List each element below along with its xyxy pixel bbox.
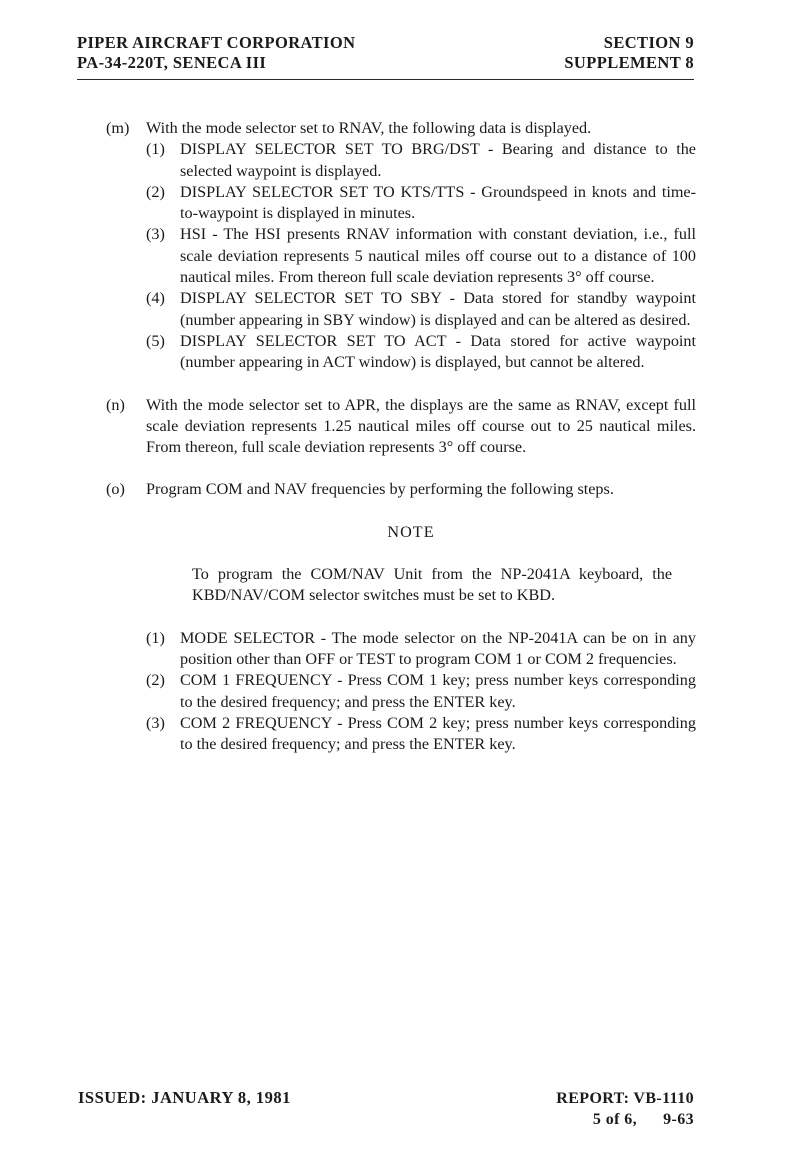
paragraph-text: Program COM and NAV frequencies by performing the following steps. [146, 480, 614, 499]
item-text: MODE SELECTOR - The mode selector on the NP-2041A can be on in any position other than OFF or TEST to program COM 1 or COM 2 frequencies. [180, 628, 696, 668]
list-item [106, 713, 696, 756]
page-reference: 9-63 [663, 1111, 694, 1128]
aircraft-model: PA-34-220T, SENECA III [77, 53, 267, 72]
header-divider [77, 79, 694, 80]
list-item [106, 670, 696, 713]
paragraph-o [106, 479, 696, 500]
list-item [106, 182, 696, 225]
list-item [106, 288, 696, 331]
item-text: HSI - The HSI presents RNAV information with constant deviation, i.e., full scale deviation represents 5 nautical miles off course out to a distance of 100 nautical miles. From thereon full scale deviation represents 3° off course. [180, 225, 696, 287]
item-text: COM 2 FREQUENCY - Press COM 2 key; press number keys corresponding to the desired frequency; and press the ENTER key. [180, 713, 696, 754]
page-number [556, 1109, 694, 1130]
paragraph-label: (o) [106, 480, 125, 499]
note-text: To program the COM/NAV Unit from the NP-2041A keyboard, the KBD/NAV/COM selector switches must be set to KBD. [192, 565, 672, 605]
section-label: SECTION 9 [603, 33, 694, 52]
paragraph-label: (m) [106, 119, 130, 137]
page-footer-right [556, 1088, 694, 1130]
list-item [106, 139, 696, 182]
item-number: (3) [146, 225, 165, 244]
list-item [106, 628, 696, 671]
item-text: DISPLAY SELECTOR SET TO BRG/DST - Bearing and distance to the selected waypoint is displayed. [180, 140, 696, 180]
paragraph-text: With the mode selector set to RNAV, the following data is displayed. [146, 119, 592, 137]
page-header-left [77, 33, 355, 73]
issued-date: ISSUED: JANUARY 8, 1981 [78, 1088, 291, 1107]
paragraph-m [106, 118, 696, 139]
item-number: (1) [146, 140, 165, 159]
page-count: 5 of 6, [592, 1111, 638, 1128]
item-number: (5) [146, 331, 165, 350]
page-header-right [564, 33, 694, 73]
item-number: (2) [146, 671, 165, 690]
company-name: PIPER AIRCRAFT CORPORATION [77, 33, 356, 52]
paragraph-n [106, 395, 696, 459]
paragraph-text: With the mode selector set to APR, the displays are the same as RNAV, except full scale deviation represents 1.25 nautical miles off course out to 25 nautical miles. From thereon, full scale deviation represents 3° off course. [146, 395, 696, 457]
item-number: (1) [146, 628, 165, 647]
note-title: NOTE [387, 522, 435, 541]
item-number: (2) [146, 182, 165, 201]
list-item [106, 224, 696, 288]
item-text: DISPLAY SELECTOR SET TO SBY - Data stored for standby waypoint (number appearing in SBY window) is displayed and can be altered as desired. [180, 289, 696, 329]
item-text: DISPLAY SELECTOR SET TO KTS/TTS - Groundspeed in knots and time-to-waypoint is displayed in minutes. [180, 182, 696, 223]
paragraph-label: (n) [106, 395, 125, 414]
supplement-label: SUPPLEMENT 8 [564, 53, 694, 72]
item-text: COM 1 FREQUENCY - Press COM 1 key; press number keys corresponding to the desired frequency; and press the ENTER key. [180, 671, 696, 711]
item-number: (4) [146, 289, 165, 308]
report-number: REPORT: VB-1110 [556, 1090, 694, 1107]
document-body [106, 118, 696, 755]
item-number: (3) [146, 713, 165, 732]
item-text: DISPLAY SELECTOR SET TO ACT - Data stored for active waypoint (number appearing in ACT window) is displayed, but cannot be altered. [180, 331, 696, 372]
list-item [106, 331, 696, 374]
